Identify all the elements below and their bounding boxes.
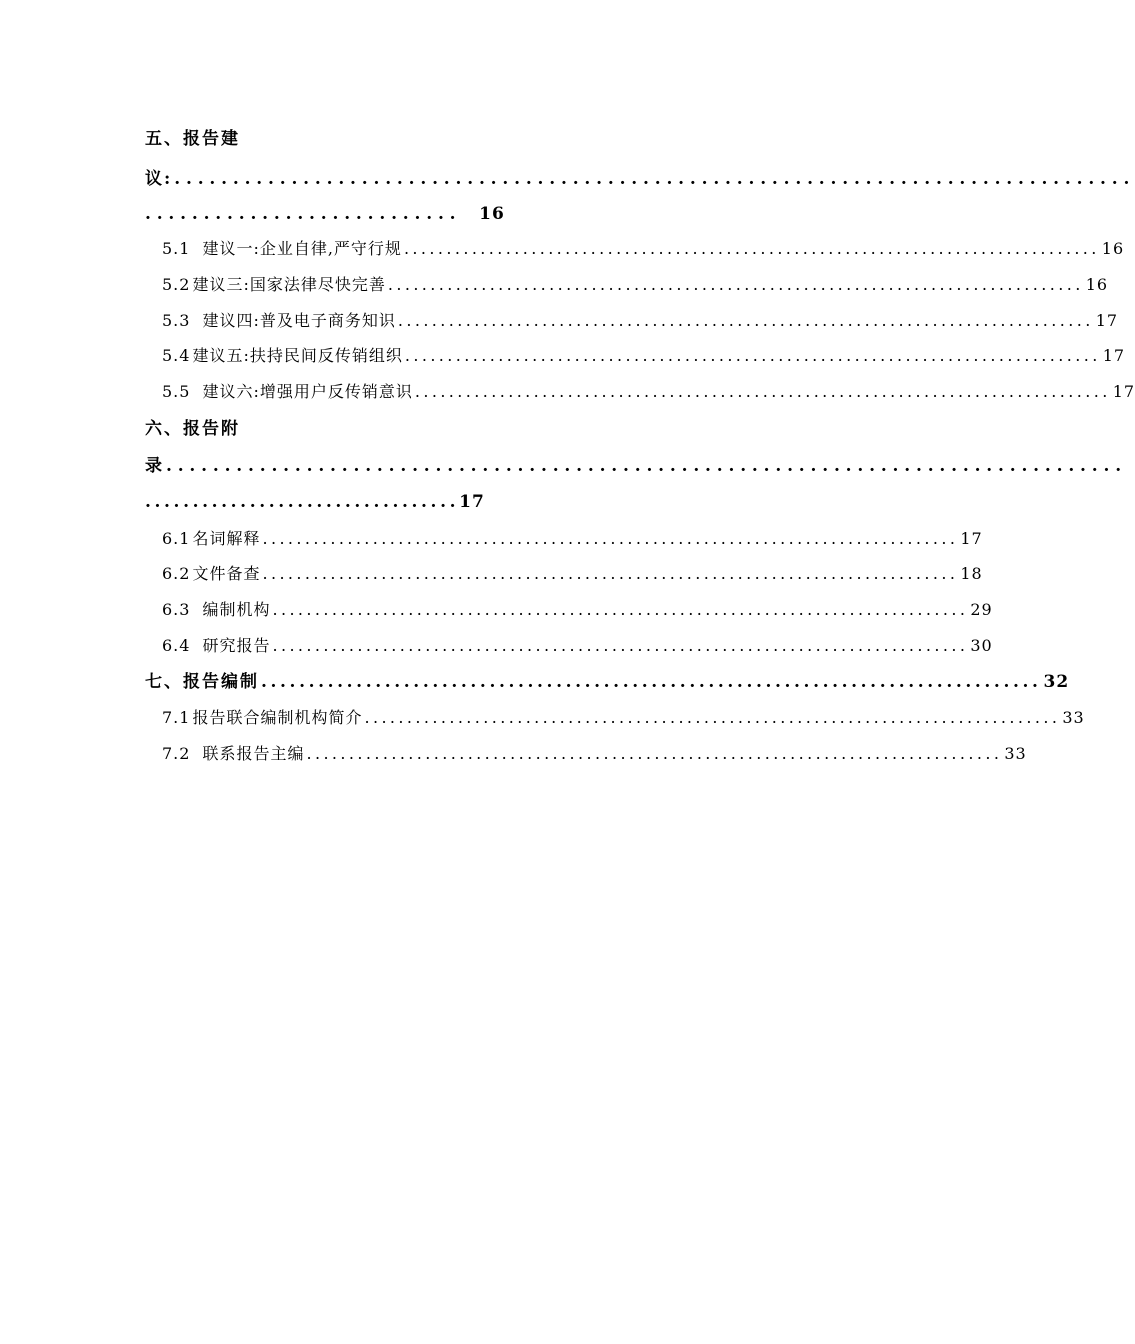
toc-leader: ..................................................................................	[397, 311, 1094, 330]
toc-leader: ..................................................................................	[262, 564, 959, 583]
toc-item-page: 29	[970, 600, 993, 619]
toc-heading-5-cont-text: 议:	[145, 169, 173, 189]
toc-heading-6-text: 六、报告附	[145, 419, 240, 439]
toc-leader: ..................................................................................	[404, 346, 1101, 365]
toc-leader: ..................................................................................	[414, 382, 1111, 401]
toc-item-num: 5.5	[162, 382, 191, 401]
toc-item-title: 文件备查	[192, 564, 261, 583]
toc-heading-6-cont[interactable]	[145, 453, 1127, 479]
toc-item-num: 5.1	[162, 239, 191, 258]
toc-heading-5-leader-line[interactable]	[145, 201, 505, 227]
toc-heading-6-leader-line[interactable]	[145, 489, 485, 515]
toc-item-5-5[interactable]	[162, 379, 1135, 405]
toc-item-title: 联系报告主编	[202, 744, 305, 763]
toc-item-title: 编制机构	[202, 600, 271, 619]
toc-item-page: 17	[960, 529, 983, 548]
toc-item-7-1[interactable]	[162, 705, 1085, 731]
toc-heading-6-page: 17	[459, 492, 485, 512]
toc-item-num: 7.2	[162, 744, 191, 763]
toc-item-page: 16	[1101, 239, 1125, 258]
toc-heading-6[interactable]	[145, 416, 240, 442]
toc-item-page: 30	[970, 636, 993, 655]
toc-item-page: 18	[960, 564, 983, 583]
toc-item-6-2[interactable]	[162, 561, 983, 587]
toc-item-7-2[interactable]	[162, 741, 1027, 767]
toc-item-num: 5.3	[162, 311, 191, 330]
toc-item-page: 17	[1095, 311, 1119, 330]
toc-heading-6-cont-text: 录	[145, 456, 164, 476]
toc-heading-5[interactable]	[145, 126, 240, 152]
toc-leader: ..................................................................................	[174, 169, 1135, 189]
toc-item-title: 报告联合编制机构简介	[192, 708, 363, 727]
toc-item-page: 33	[1062, 708, 1085, 727]
toc-heading-7-page: 32	[1043, 672, 1070, 692]
toc-leader: ..................................................................................	[272, 600, 969, 619]
toc-item-num: 6.3	[162, 600, 191, 619]
toc-item-num: 6.1	[162, 529, 191, 548]
toc-leader: ..................................................................................	[403, 239, 1100, 258]
toc-leader: ..................................................................................	[306, 744, 1003, 763]
toc-leader: .................................	[145, 492, 460, 512]
toc-leader: ...........................	[145, 204, 462, 224]
toc-leader: ..................................................................................	[166, 456, 1127, 476]
toc-item-5-1[interactable]	[162, 236, 1125, 262]
toc-item-page: 17	[1112, 382, 1135, 401]
toc-item-6-3[interactable]	[162, 597, 993, 623]
toc-leader: ..................................................................................	[262, 529, 959, 548]
toc-item-title: 建议五:扶持民间反传销组织	[192, 346, 403, 365]
toc-item-title: 研究报告	[202, 636, 271, 655]
toc-heading-7[interactable]	[145, 669, 1070, 695]
toc-item-title: 名词解释	[192, 529, 261, 548]
toc-item-page: 17	[1102, 346, 1126, 365]
toc-item-5-2[interactable]	[162, 272, 1109, 298]
toc-leader: ..................................................................................	[272, 636, 969, 655]
toc-item-5-4[interactable]	[162, 343, 1126, 369]
toc-item-num: 5.4	[162, 346, 191, 365]
toc-item-title: 建议三:国家法律尽快完善	[192, 275, 386, 294]
toc-item-6-1[interactable]	[162, 526, 983, 552]
toc-heading-5-cont[interactable]	[145, 166, 1135, 192]
toc-item-6-4[interactable]	[162, 633, 993, 659]
toc-heading-5-text: 五、报告建	[145, 129, 240, 149]
toc-item-title: 建议四:普及电子商务知识	[202, 311, 396, 330]
toc-item-num: 6.4	[162, 636, 191, 655]
toc-heading-5-page: 16	[479, 204, 505, 224]
toc-item-title: 建议一:企业自律,严守行规	[202, 239, 402, 258]
toc-leader: ..................................................................................	[387, 275, 1084, 294]
toc-item-num: 6.2	[162, 564, 191, 583]
toc-item-num: 5.2	[162, 275, 191, 294]
toc-leader: ..................................................................................	[364, 708, 1061, 727]
toc-item-title: 建议六:增强用户反传销意识	[202, 382, 413, 401]
toc-item-num: 7.1	[162, 708, 191, 727]
toc-item-page: 16	[1085, 275, 1109, 294]
toc-leader: ..................................................................................	[261, 672, 1042, 692]
toc-heading-7-text: 七、报告编制	[145, 672, 259, 692]
toc-item-5-3[interactable]	[162, 308, 1119, 334]
toc-item-page: 33	[1004, 744, 1027, 763]
